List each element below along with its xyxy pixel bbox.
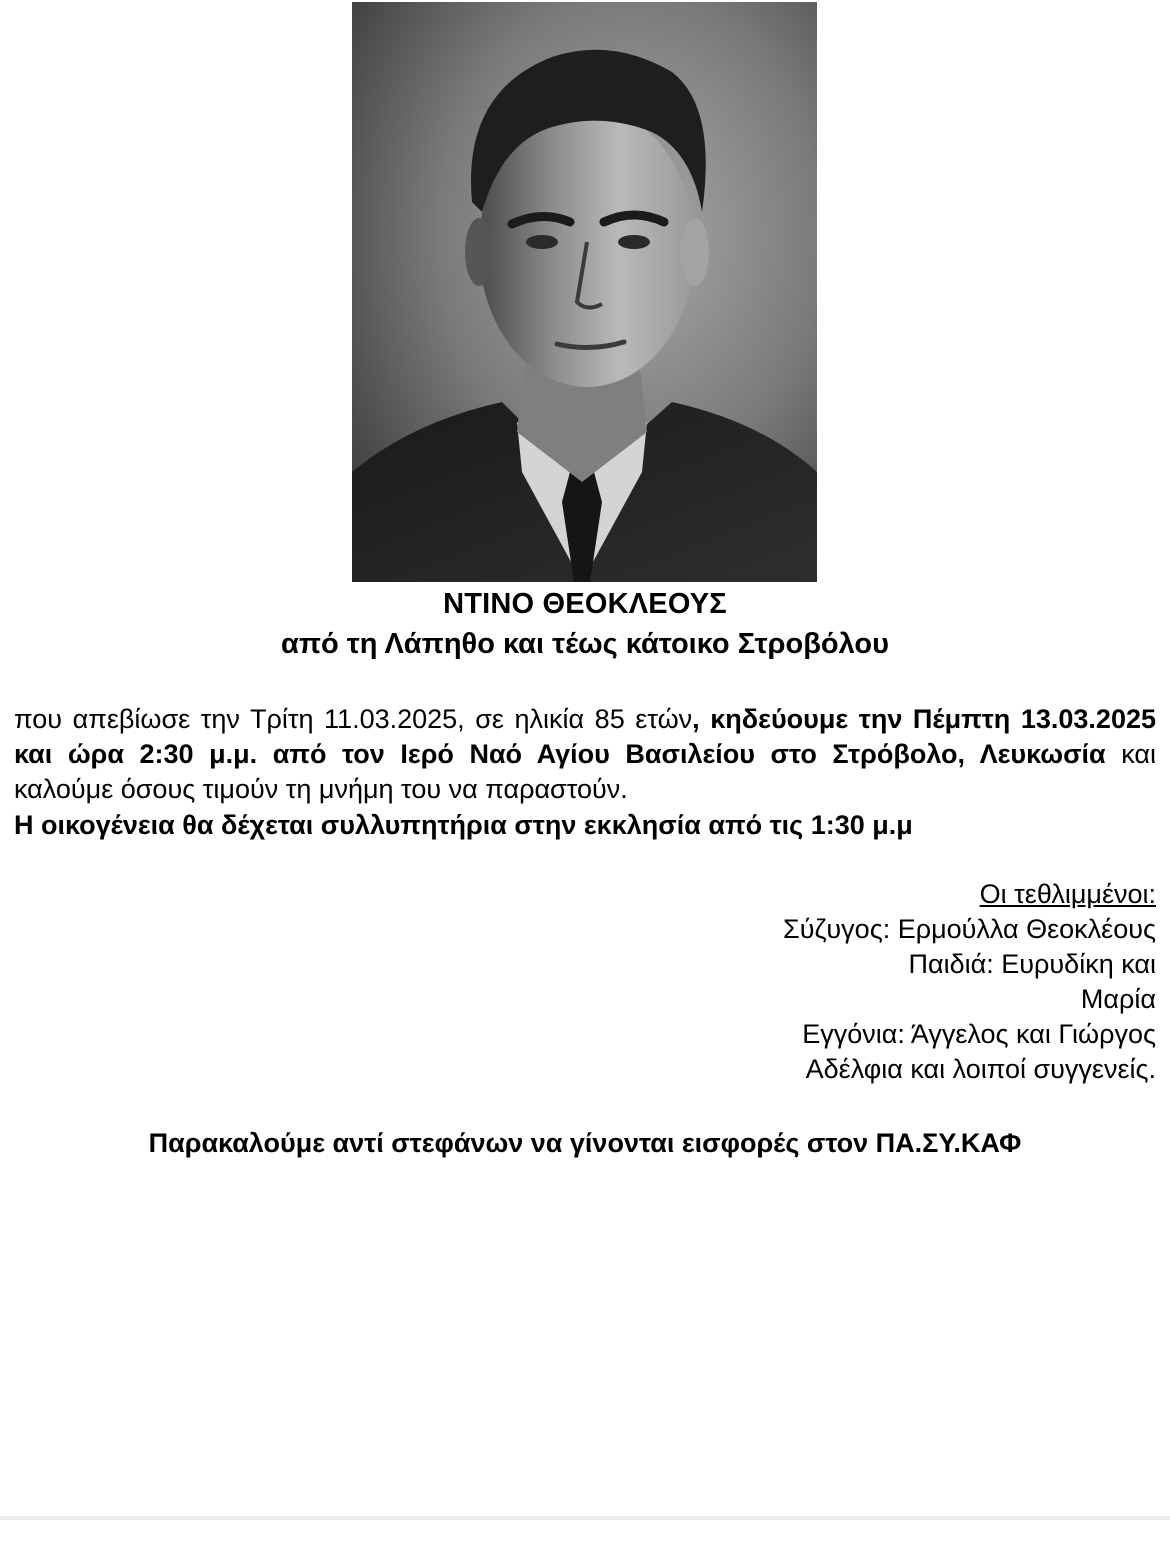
announcement-funeral-details: , κηδεύουμε την Πέμπτη 13.03.2025 και ώρα 2:30 μ.μ. από τον Ιερό Ναό Αγίου Βασιλείου στο Στρόβολο, Λευκωσία bbox=[14, 704, 1156, 769]
bottom-divider bbox=[0, 1516, 1170, 1520]
mourners-list bbox=[556, 877, 1156, 1087]
announcement-death-info: που απεβίωσε την Τρίτη 11.03.2025, σε ηλικία 85 ετών bbox=[14, 704, 693, 734]
deceased-name: ΝΤΙΝΟ ΘΕΟΚΛΕΟΥΣ bbox=[443, 588, 727, 620]
mourner-spouse: Σύζυγος: Ερμούλλα Θεοκλέους bbox=[783, 914, 1156, 944]
mourner-children: Παιδιά: Ευρυδίκη και Μαρία bbox=[908, 949, 1156, 1014]
funeral-announcement bbox=[14, 702, 1156, 807]
mourner-siblings: Αδέλφια και λοιποί συγγενείς. bbox=[805, 1054, 1156, 1084]
condolences-reception: Η οικογένεια θα δέχεται συλλυπητήρια στην εκκλησία από τις 1:30 μ.μ bbox=[14, 810, 913, 840]
portrait-image bbox=[352, 2, 817, 582]
mourners-heading: Οι τεθλιμμένοι: bbox=[979, 879, 1156, 909]
portrait-photo bbox=[352, 2, 817, 582]
mourner-grandchildren: Εγγόνια: Άγγελος και Γιώργος bbox=[802, 1019, 1156, 1049]
donation-request: Παρακαλούμε αντί στεφάνων να γίνονται εισφορές στον ΠΑ.ΣΥ.ΚΑΦ bbox=[148, 1128, 1022, 1158]
announcement-invitation: και καλούμε όσους τιμούν τη μνήμη του να παραστούν. bbox=[14, 739, 1156, 804]
deceased-origin: από τη Λάπηθο και τέως κάτοικο Στροβόλου bbox=[281, 628, 889, 660]
